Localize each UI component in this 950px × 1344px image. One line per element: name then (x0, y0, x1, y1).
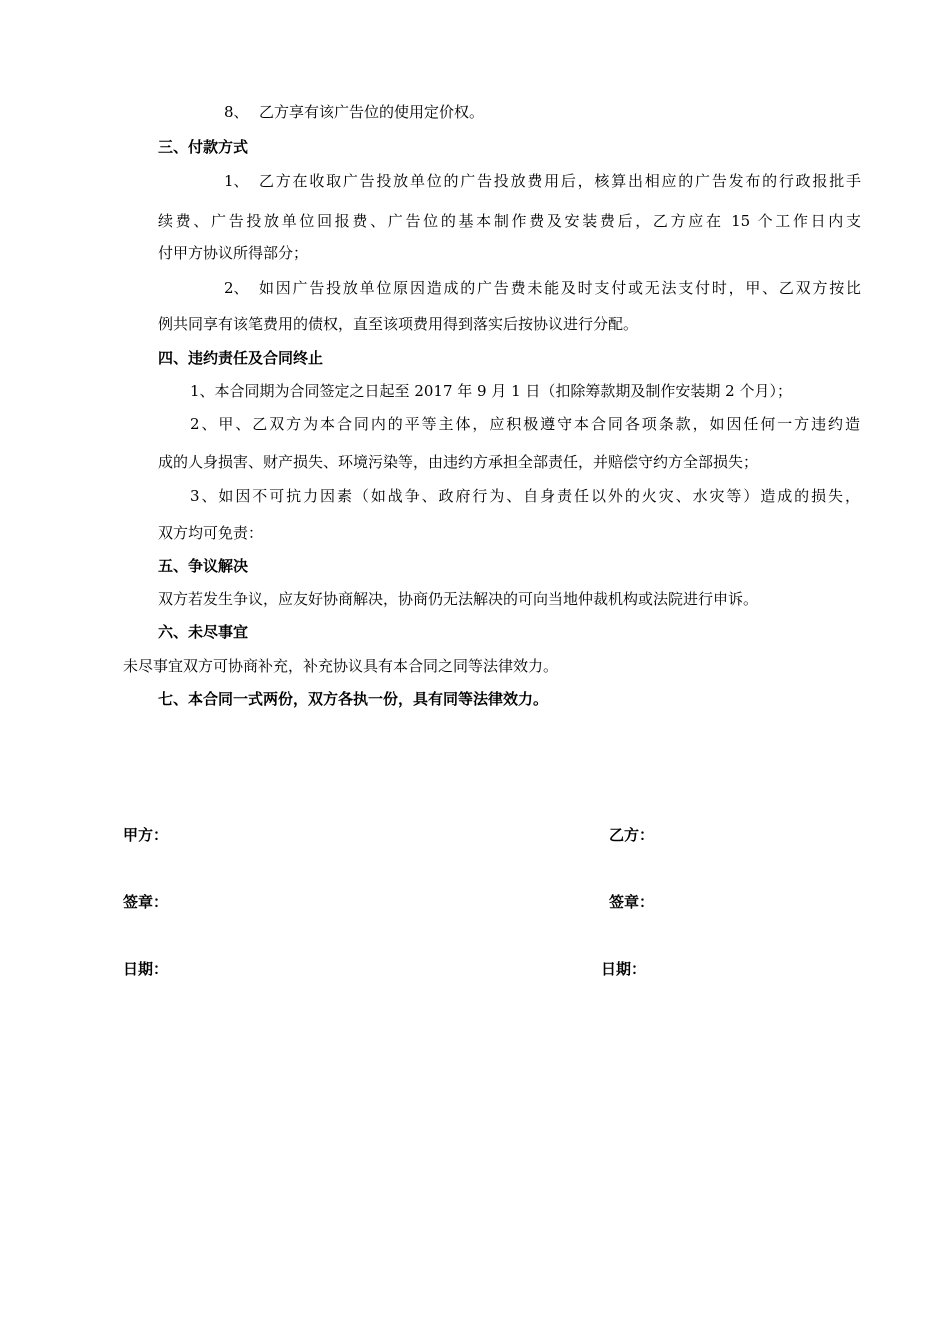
party-b-label: 乙方： (609, 826, 655, 844)
section-4-item-2-line-1: 2、甲、乙双方为本合同内的平等主体，应积极遵守本合同各项条款，如因任何一方违约造 (190, 415, 860, 433)
section-4-item-3-line-2: 双方均可免责： (158, 524, 264, 542)
section-4-heading: 四、违约责任及合同终止 (158, 349, 324, 367)
section-3-item-1-line-1: 乙方在收取广告投放单位的广告投放费用后，核算出相应的广告发布的行政报批手 (259, 172, 861, 190)
clause-8-number: 8、 (224, 103, 249, 121)
section-3-heading: 三、付款方式 (158, 138, 249, 156)
party-b-date-label: 日期： (601, 960, 647, 978)
section-3-item-2-line-1: 如因广告投放单位原因造成的广告费未能及时支付或无法支付时，甲、乙双方按比 (259, 279, 861, 297)
section-3-item-2-number: 2、 (224, 279, 249, 297)
clause-8-text: 乙方享有该广告位的使用定价权。 (259, 103, 485, 121)
section-3-item-1-line-2: 续费、广告投放单位回报费、广告位的基本制作费及安装费后，乙方应在 15 个工作日内支 (158, 212, 861, 230)
party-b-seal-label: 签章： (609, 893, 655, 911)
section-7-heading: 七、本合同一式两份，双方各执一份，具有同等法律效力。 (158, 690, 549, 708)
party-a-date-label: 日期： (123, 960, 169, 978)
section-3-item-1-number: 1、 (224, 172, 249, 190)
section-5-heading: 五、争议解决 (158, 557, 249, 575)
section-6-text: 未尽事宜双方可协商补充，补充协议具有本合同之同等法律效力。 (123, 657, 559, 675)
section-3-item-1-line-3: 付甲方协议所得部分； (158, 244, 309, 262)
section-5-text: 双方若发生争议，应友好协商解决，协商仍无法解决的可向当地仲裁机构或法院进行申诉。 (158, 590, 759, 608)
party-a-label: 甲方： (123, 826, 169, 844)
section-3-item-2-line-2: 例共同享有该笔费用的债权，直至该项费用得到落实后按协议进行分配。 (158, 315, 639, 333)
party-a-seal-label: 签章： (123, 893, 169, 911)
section-4-item-3-line-1: 3、如因不可抗力因素（如战争、政府行为、自身责任以外的火灾、水灾等）造成的损失， (190, 487, 860, 505)
section-4-item-1: 1、本合同期为合同签定之日起至 2017 年 9 月 1 日（扣除筹款期及制作安装期 2 个月）； (190, 382, 792, 400)
section-4-item-2-line-2: 成的人身损害、财产损失、环境污染等，由违约方承担全部责任，并赔偿守约方全部损失； (158, 453, 759, 471)
section-6-heading: 六、未尽事宜 (158, 623, 249, 641)
